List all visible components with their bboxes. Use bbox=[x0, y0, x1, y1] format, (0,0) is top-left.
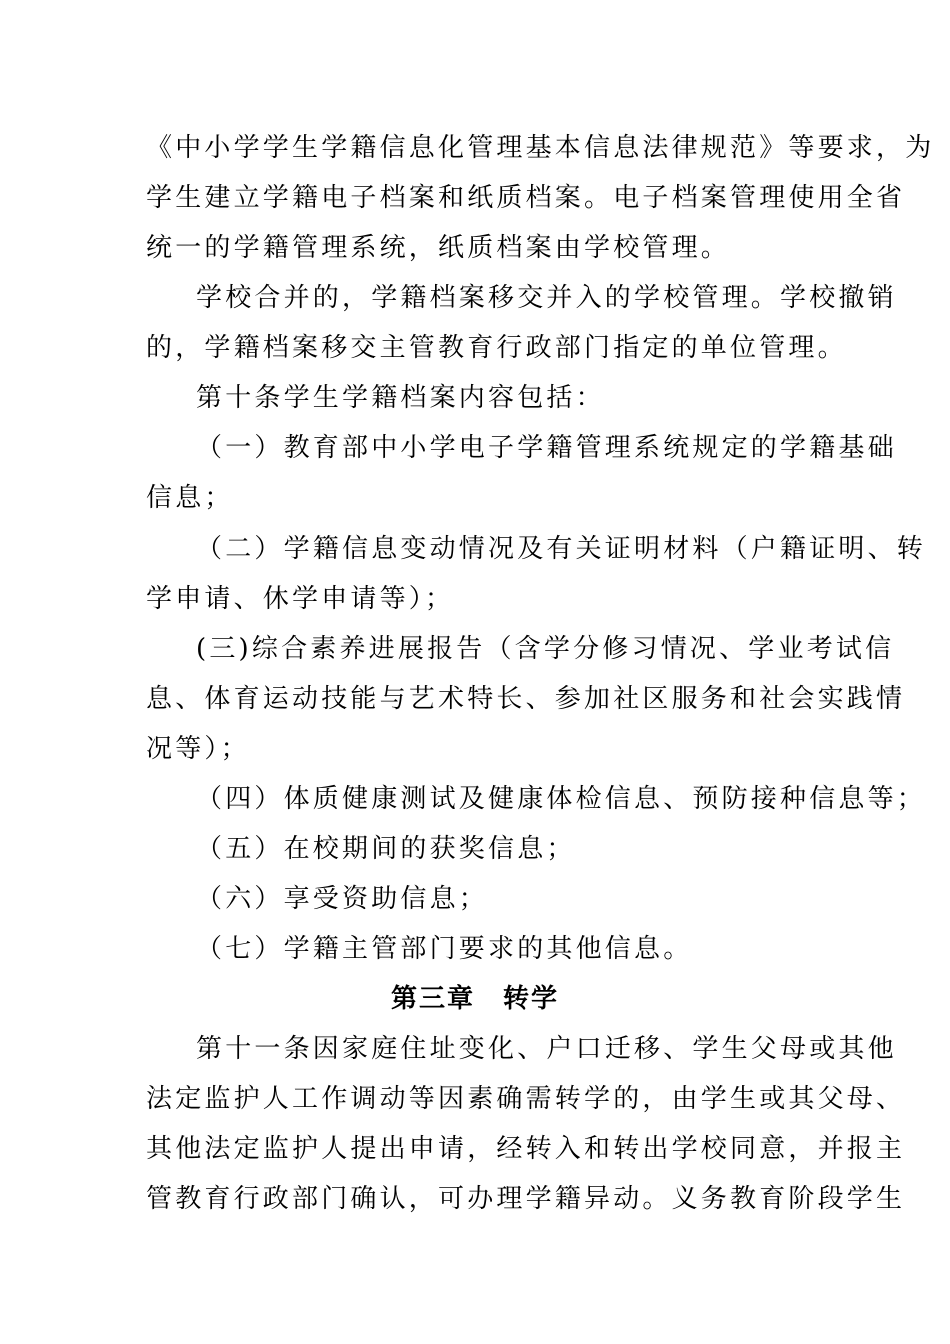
list-item: （六）享受资助信息； bbox=[196, 884, 489, 914]
article-11-text: 第十一条因家庭住址变化、户口迁移、学生父母或其他 bbox=[196, 1034, 897, 1064]
text-line: 的，学籍档案移交主管教育行政部门指定的单位管理。 bbox=[146, 333, 847, 363]
text-line: 学校合并的，学籍档案移交并入的学校管理。学校撤销 bbox=[196, 283, 897, 313]
article-10-heading: 第十条学生学籍档案内容包括： bbox=[196, 383, 605, 413]
text-line: 学申请、休学申请等）； bbox=[146, 584, 455, 614]
chapter-heading: 第三章 转学 bbox=[390, 984, 559, 1014]
text-line: 况等）； bbox=[146, 734, 250, 764]
text-line: 息、体育运动技能与艺术特长、参加社区服务和社会实践情 bbox=[146, 684, 906, 714]
text-line: 学生建立学籍电子档案和纸质档案。电子档案管理使用全省 bbox=[146, 183, 906, 213]
text-line: 信息； bbox=[146, 483, 234, 513]
list-item: （二）学籍信息变动情况及有关证明材料（户籍证明、转 bbox=[196, 534, 927, 564]
list-item: （四）体质健康测试及健康体检信息、预防接种信息等； bbox=[196, 784, 927, 814]
list-item: (三)综合素养进展报告（含学分修习情况、学业考试信 bbox=[196, 634, 895, 664]
text-line: 统一的学籍管理系统，纸质档案由学校管理。 bbox=[146, 233, 731, 263]
list-item: （五）在校期间的获奖信息； bbox=[196, 834, 576, 864]
text-line: 管教育行政部门确认，可办理学籍异动。义务教育阶段学生 bbox=[146, 1184, 906, 1214]
text-line: 法定监护人工作调动等因素确需转学的，由学生或其父母、 bbox=[146, 1084, 906, 1114]
list-item: （一）教育部中小学电子学籍管理系统规定的学籍基础 bbox=[196, 433, 897, 463]
text-line: 《中小学学生学籍信息化管理基本信息法律规范》等要求，为 bbox=[146, 133, 935, 163]
list-item: （七）学籍主管部门要求的其他信息。 bbox=[196, 934, 693, 964]
text-line: 其他法定监护人提出申请，经转入和转出学校同意，并报主 bbox=[146, 1134, 906, 1164]
